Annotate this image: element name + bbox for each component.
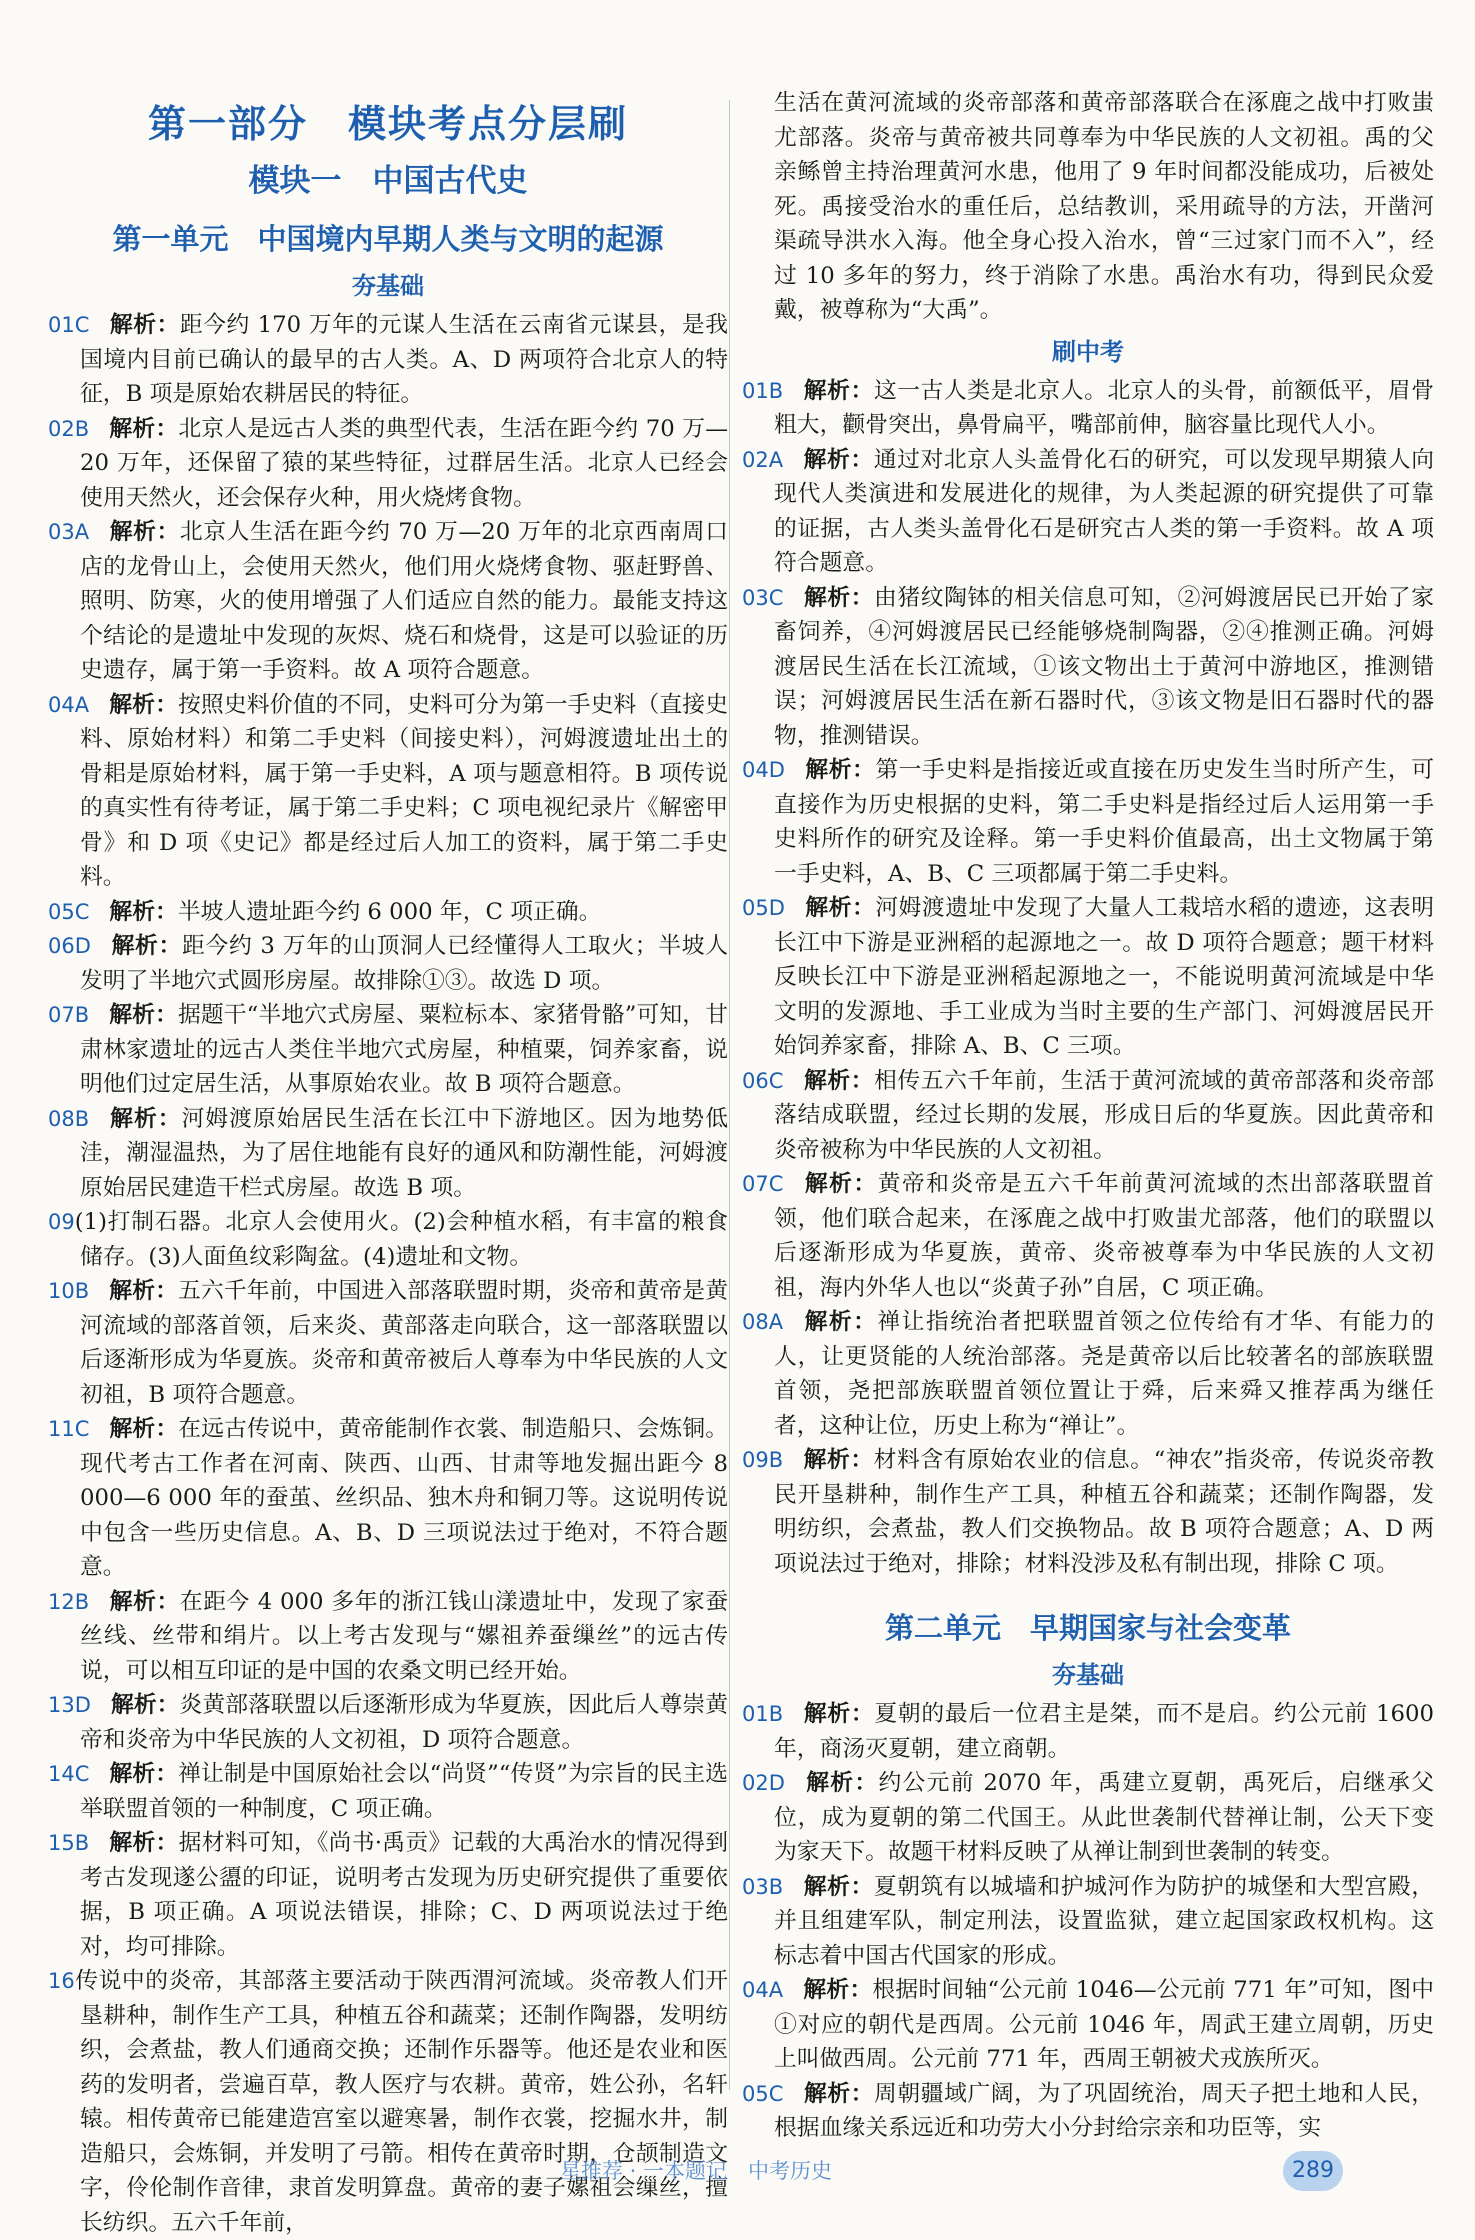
part-title: 第一部分 模块考点分层刷: [147, 102, 628, 146]
answer-choice: B: [74, 416, 90, 441]
answer-entry: [742, 1167, 1434, 1305]
answer-list: [48, 308, 728, 2240]
analysis-label: 解析：: [109, 1105, 182, 1132]
analysis-label: 解析：: [109, 1416, 179, 1442]
analysis-label: 解析：: [110, 1692, 180, 1718]
question-number: 01: [742, 1702, 769, 1726]
question-number: 10: [48, 1279, 75, 1303]
analysis-text: 根据时间轴“公元前 1046—公元前 771 年”可知，图中①对应的朝代是西周。公元前 1046 年，周武王建立周朝，历史上叫做西周。公元前 771 年，西周王朝被犬戎族所灭。: [774, 1977, 1434, 2072]
answer-entry: [48, 1205, 728, 1274]
analysis-label: 解析：: [803, 2080, 875, 2107]
answer-choice: A: [768, 1310, 784, 1334]
answer-entry: [742, 1443, 1434, 1581]
analysis-label: 解析：: [804, 895, 876, 921]
analysis-label: 解析：: [109, 1278, 179, 1304]
answer-entry: [48, 515, 728, 688]
answer-entry: [742, 1870, 1434, 1974]
answer-entry: [48, 1688, 728, 1757]
answer-entry: [48, 1757, 728, 1826]
answer-choice: A: [768, 447, 784, 472]
answer-entry: [48, 308, 728, 412]
answer-choice: B: [74, 1003, 90, 1027]
analysis-label: 解析：: [803, 1977, 873, 2003]
analysis-text: 约公元前 2070 年，禹建立夏朝，禹死后，启继承父位，成为夏朝的第二代国王。从此世袭制代替禅让制，公天下变为家天下。故题干材料反映了从禅让制到世袭制的转变。: [774, 1770, 1435, 1865]
analysis-text: 夏朝筑有以城墙和护城河作为防护的城堡和大型宫殿，并且组建军队，制定刑法，设置监狱，建立起国家政权机构。这标志着中国古代国家的形成。: [774, 1873, 1435, 1969]
analysis-label: 解析：: [803, 1873, 874, 1900]
answer-choice: B: [74, 1279, 90, 1303]
analysis-label: 解析：: [804, 1770, 879, 1796]
analysis-label: 解析：: [804, 757, 876, 783]
analysis-text: 在远古传说中，黄帝能制作衣裳、制造船只、会炼铜。现代考古工作者在河南、陕西、山西、甘肃等地发掘出距今 8 000—6 000 年的蚕茧、丝织品、独木舟和铜刀等。这说明传说中包含一些历史信息。A、B、D 三项说法过于绝对，不符合题意。: [80, 1416, 729, 1580]
answer-choice: B: [768, 378, 784, 403]
answer-list: [742, 1697, 1434, 2146]
analysis-label: 解析：: [109, 415, 179, 442]
question-number: 08: [742, 1310, 769, 1334]
question-number: 07: [48, 1003, 75, 1027]
answer-choice: C: [768, 1172, 784, 1196]
answer-choice: C: [74, 899, 90, 924]
answer-choice: C: [768, 1068, 784, 1093]
analysis-label: 解析：: [803, 1701, 875, 1727]
analysis-text: 生活在黄河流域的炎帝部落和黄帝部落联合在涿鹿之战中打败蚩尤部落。炎帝与黄帝被共同尊奉为中华民族的人文初祖。禹的父亲鲧曾主持治理黄河水患，他用了 9 年时间都没能成功，后被处死。禹接受治水的重任后，总结教训，采用疏导的方法，开凿河渠疏导洪水入海。他全身心投入治水，曾“三过家门而不入”，经过 10 多年的努力，终于消除了水患。禹治水有功，得到民众爱戴，被尊称为“大禹”。: [774, 90, 1434, 323]
analysis-text: 五六千年前，中国进入部落联盟时期，炎帝和黄帝是黄河流域的部落首领，后来炎、黄部落走向联合，这一部落联盟以后逐渐形成为华夏族。炎帝和黄帝被后人尊奉为中华民族的人文初祖，B 项符合题意。: [80, 1278, 729, 1408]
question-number: 06: [48, 934, 75, 958]
answer-choice: A: [74, 520, 90, 544]
analysis-label: 解析：: [109, 1002, 178, 1028]
answer-choice: B: [74, 1589, 90, 1614]
analysis-text: 据题干“半地穴式房屋、粟粒标本、家猪骨骼”可知，甘肃林家遗址的远古人类住半地穴式房屋，种植粟，饲养家畜，说明他们过定居生活，从事原始农业。故 B 项符合题意。: [80, 1002, 729, 1097]
analysis-text: 周朝疆域广阔，为了巩固统治，周天子把土地和人民，根据血缘关系远近和功劳大小分封给宗亲和功臣等，实: [774, 2080, 1435, 2141]
analysis-label: 解析：: [109, 1761, 179, 1787]
analysis-text: 传说中的炎帝，其部落主要活动于陕西渭河流域。炎帝教人们开垦耕种，制作生产工具，种植五谷和蔬菜；还制作陶器，发明纺织，会煮盐，教人们通商交换；还制作乐器等。他还是农业和医药的发明者，尝遍百草，教人医疗与农耕。黄帝，姓公孙，名轩辕。相传黄帝已能建造宫室以避寒暑，制作衣裳，挖掘水井，制造船只，会炼铜，并发明了弓箭。相传在黄帝时期，仓颉制造文字，伶伦制作音律，隶首发明算盘。黄帝的妻子嫘祖会缫丝，擅长纺织。五六千年前，: [74, 1968, 728, 2236]
question-number: 03: [48, 520, 75, 544]
section-title: 夯基础: [352, 272, 424, 300]
analysis-text: 禅让制是中国原始社会以“尚贤”“传贤”为宗旨的民主选举联盟首领的一种制度，C 项正确。: [80, 1761, 728, 1822]
answer-entry: [48, 998, 728, 1102]
answer-entry: [742, 753, 1434, 891]
analysis-text: 这一古人类是北京人。北京人的头骨，前额低平，眉骨粗大，颧骨突出，鼻骨扁平，嘴部前伸，脑容量比现代人小。: [774, 377, 1435, 438]
analysis-label: 解析：: [803, 377, 874, 404]
answer-entry: [742, 891, 1434, 1064]
analysis-text: 通过对北京人头盖骨化石的研究，可以发现早期猿人向现代人类演进和发展进化的规律，为人类起源的研究提供了可靠的证据，古人类头盖骨化石是研究古人类的第一手资料。故 A 项符合题意。: [774, 446, 1435, 576]
question-number: 03: [742, 585, 769, 610]
analysis-text: 北京人生活在距今约 70 万—20 万年的北京西南周口店的龙骨山上，会使用天然火，他们用火烧烤食物、驱赶野兽、照明、防寒，火的使用增强了人们适应自然的能力。最能支持这个结论的是遗址中发现的灰烬、烧石和烧骨，这是可以验证的历史遗存，属于第一手资料。故 A 项符合题意。: [80, 519, 728, 683]
answer-entry: [742, 1973, 1434, 2077]
section-title: 刷中考: [1052, 337, 1124, 366]
answer-choice: A: [74, 692, 90, 717]
analysis-label: 解析：: [109, 898, 178, 925]
analysis-label: 解析：: [803, 1067, 875, 1094]
question-number: 09: [742, 1448, 769, 1472]
question-number: 06: [742, 1068, 769, 1093]
answer-entry: [48, 1585, 728, 1689]
analysis-text: 距今约 170 万年的元谋人生活在云南省元谋县，是我国境内目前已确认的最早的古人类。A、D 两项符合北京人的特征，B 项是原始农耕居民的特征。: [80, 312, 728, 407]
analysis-label: 解析：: [110, 933, 182, 959]
question-number: 02: [742, 1771, 769, 1795]
analysis-label: 解析：: [803, 584, 875, 611]
answer-entry: [48, 929, 728, 998]
answer-list-continued: [742, 86, 1434, 328]
right-column: [742, 0, 1434, 2146]
answer-entry: [48, 1412, 728, 1585]
answer-entry: [742, 1064, 1434, 1168]
answer-entry: [48, 895, 728, 930]
analysis-text: (1)打制石器。北京人会使用火。(2)会种植水稻，有丰富的粮食储存。(3)人面鱼纹彩陶盆。(4)遗址和文物。: [74, 1209, 728, 1270]
analysis-text: 相传五六千年前，生活于黄河流域的黄帝部落和炎帝部落结成联盟，经过长期的发展，形成日后的华夏族。因此黄帝和炎帝被称为中华民族的人文初祖。: [774, 1067, 1435, 1163]
analysis-text: 由猪纹陶钵的相关信息可知，②河姆渡居民已开始了家畜饲养，④河姆渡居民已经能够烧制陶器，②④推测正确。河姆渡居民生活在长江流域，①该文物出土于黄河中游地区，推测错误；河姆渡居民生活在新石器时代，③该文物是旧石器时代的器物，推测错误。: [774, 584, 1435, 749]
analysis-text: 半坡人遗址距今约 6 000 年，C 项正确。: [177, 898, 602, 925]
answer-choice: A: [768, 1978, 784, 2002]
page-footer: [0, 2148, 1475, 2196]
answer-entry: [48, 1964, 728, 2240]
analysis-text: 在距今 4 000 多年的浙江钱山漾遗址中，发现了家蚕丝线、丝带和绢片。以上考古发现与“嫘祖养蚕缫丝”的远古传说，可以相互印证的是中国的农桑文明已经开始。: [80, 1588, 729, 1684]
question-number: 11: [48, 1417, 75, 1441]
answer-choice: D: [74, 934, 91, 958]
answer-choice: B: [768, 1702, 784, 1726]
analysis-label: 解析：: [803, 1171, 878, 1197]
analysis-text: 按照史料价值的不同，史料可分为第一手史料（直接史料、原始材料）和第二手史料（间接史料），河姆渡遗址出土的骨耜是原始材料，属于第一手史料，A 项与题意相符。B 项传说的真实性有待考证，属于第二手史料；C 项电视纪录片《解密甲骨》和 D 项《史记》都是经过后人加工的资料，属于第二手史料。: [80, 691, 728, 890]
question-number: 05: [742, 2081, 769, 2106]
question-number: 16: [48, 1969, 75, 1993]
analysis-label: 解析：: [803, 1309, 878, 1335]
answer-entry: [742, 1766, 1434, 1870]
book-title: 星推荐 · 一本题记 中考历史: [560, 2159, 833, 2183]
question-number: 12: [48, 1589, 75, 1614]
left-column: [48, 0, 728, 2240]
unit-title: 第二单元 早期国家与社会变革: [884, 1611, 1291, 1645]
question-number: 08: [48, 1106, 75, 1131]
analysis-text: 第一手史料是指接近或直接在历史发生当时所产生，可直接作为历史根据的史料，第二手史料是指经过后人运用第一手史料所作的研究及诠释。第一手史料价值最高，出土文物属于第一手史料，A、B、C 三项都属于第二手史料。: [774, 757, 1435, 887]
answer-entry: [48, 412, 728, 516]
answer-entry: [742, 374, 1434, 443]
module-title: 模块一 中国古代史: [248, 163, 528, 199]
answer-entry: [742, 581, 1434, 754]
unit-title: 第一单元 中国境内早期人类与文明的起源: [112, 222, 664, 256]
answer-choice: B: [768, 1448, 784, 1472]
answer-choice: C: [768, 585, 784, 610]
answer-choice: D: [74, 1693, 91, 1717]
question-number: 03: [742, 1874, 769, 1899]
answer-entry-continued: [742, 86, 1434, 328]
analysis-text: 禅让指统治者把联盟首领之位传给有才华、有能力的人，让更贤能的人统治部落。尧是黄帝以后比较著名的部族联盟首领，尧把部族联盟首领位置让于舜，后来舜又推荐禹为继任者，这种让位，历史上称为“禅让”。: [774, 1309, 1435, 1439]
analysis-text: 距今约 3 万年的山顶洞人已经懂得人工取火；半坡人发明了半地穴式圆形房屋。故排除①③。故选 D 项。: [80, 933, 729, 994]
question-number: 09: [48, 1210, 75, 1234]
analysis-label: 解析：: [109, 691, 178, 718]
answer-list: [742, 374, 1434, 1582]
analysis-text: 河姆渡遗址中发现了大量人工栽培水稻的遗迹，这表明长江中下游是亚洲稻的起源地之一。故 D 项符合题意；题干材料反映长江中下游是亚洲稻起源地之一，不能说明黄河流域是中华文明的发源地、手工业成为当时主要的生产部门、河姆渡居民开始饲养家畜，排除 A、B、C 三项。: [774, 895, 1435, 1059]
answer-choice: C: [74, 1762, 90, 1786]
analysis-label: 解析：: [109, 1588, 180, 1615]
answer-entry: [48, 1826, 728, 1964]
question-number: 01: [48, 313, 75, 337]
answer-entry: [742, 1305, 1434, 1443]
answer-entry: [48, 1274, 728, 1412]
question-number: 14: [48, 1762, 75, 1786]
answer-choice: C: [768, 2081, 784, 2106]
answer-entry: [742, 443, 1434, 581]
question-number: 02: [48, 416, 75, 441]
analysis-text: 夏朝的最后一位君主是桀，而不是启。约公元前 1600 年，商汤灭夏朝，建立商朝。: [774, 1701, 1435, 1762]
analysis-label: 解析：: [109, 519, 180, 545]
question-number: 04: [48, 692, 75, 717]
answer-choice: D: [768, 896, 785, 920]
analysis-label: 解析：: [803, 1447, 874, 1473]
analysis-text: 黄帝和炎帝是五六千年前黄河流域的杰出部落联盟首领，他们联合起来，在涿鹿之战中打败蚩尤部落，他们的联盟以后逐渐形成为华夏族，黄帝、炎帝被尊奉为中华民族的人文初祖，海内外华人也以“炎黄子孙”自居，C 项正确。: [774, 1171, 1435, 1301]
question-number: 15: [48, 1831, 75, 1855]
analysis-text: 材料含有原始农业的信息。“神农”指炎帝，传说炎帝教民开垦耕种，制作生产工具，种植五谷和蔬菜；还制作陶器，发明纺织，会煮盐，教人们交换物品。故 B 项符合题意；A、D 两项说法过于绝对，排除；材料没涉及私有制出现，排除 C 项。: [774, 1447, 1435, 1577]
answer-entry: [742, 1697, 1434, 1766]
answer-entry: [742, 2077, 1434, 2146]
analysis-text: 北京人是远古人类的典型代表，生活在距今约 70 万—20 万年，还保留了猿的某些特征，过群居生活。北京人已经会使用天然火，还会保存火种，用火烧烤食物。: [80, 415, 728, 511]
question-number: 13: [48, 1693, 75, 1717]
question-number: 04: [742, 1978, 769, 2002]
page-number: 289: [1283, 2151, 1343, 2191]
question-number: 07: [742, 1172, 769, 1196]
answer-choice: C: [74, 1417, 90, 1441]
analysis-text: 据材料可知，《尚书·禹贡》记载的大禹治水的情况得到考古发现遂公盨的印证，说明考古发现为历史研究提供了重要依据，B 项正确。A 项说法错误，排除；C、D 两项说法过于绝对，均可排除。: [80, 1830, 728, 1960]
answer-choice: C: [74, 313, 90, 337]
answer-entry: [48, 1102, 728, 1206]
question-number: 04: [742, 758, 769, 782]
answer-choice: B: [74, 1831, 90, 1855]
analysis-text: 河姆渡原始居民生活在长江中下游地区。因为地势低洼，潮湿温热，为了居住地能有良好的通风和防潮性能，河姆渡原始居民建造干栏式房屋。故选 B 项。: [80, 1105, 729, 1201]
analysis-label: 解析：: [109, 1830, 179, 1856]
section-title: 夯基础: [1052, 1661, 1124, 1689]
answer-choice: D: [768, 758, 785, 782]
analysis-label: 解析：: [803, 446, 874, 473]
question-number: 01: [742, 378, 769, 403]
analysis-label: 解析：: [109, 312, 180, 338]
analysis-text: 炎黄部落联盟以后逐渐形成为华夏族，因此后人尊崇黄帝和炎帝为中华民族的人文初祖，D 项符合题意。: [80, 1692, 729, 1753]
question-number: 02: [742, 447, 769, 472]
answer-entry: [48, 688, 728, 895]
answer-choice: B: [74, 1106, 90, 1131]
question-number: 05: [48, 899, 75, 924]
answer-choice: B: [768, 1874, 784, 1899]
column-divider: [729, 100, 730, 2090]
answer-choice: D: [768, 1771, 785, 1795]
question-number: 05: [742, 896, 769, 920]
